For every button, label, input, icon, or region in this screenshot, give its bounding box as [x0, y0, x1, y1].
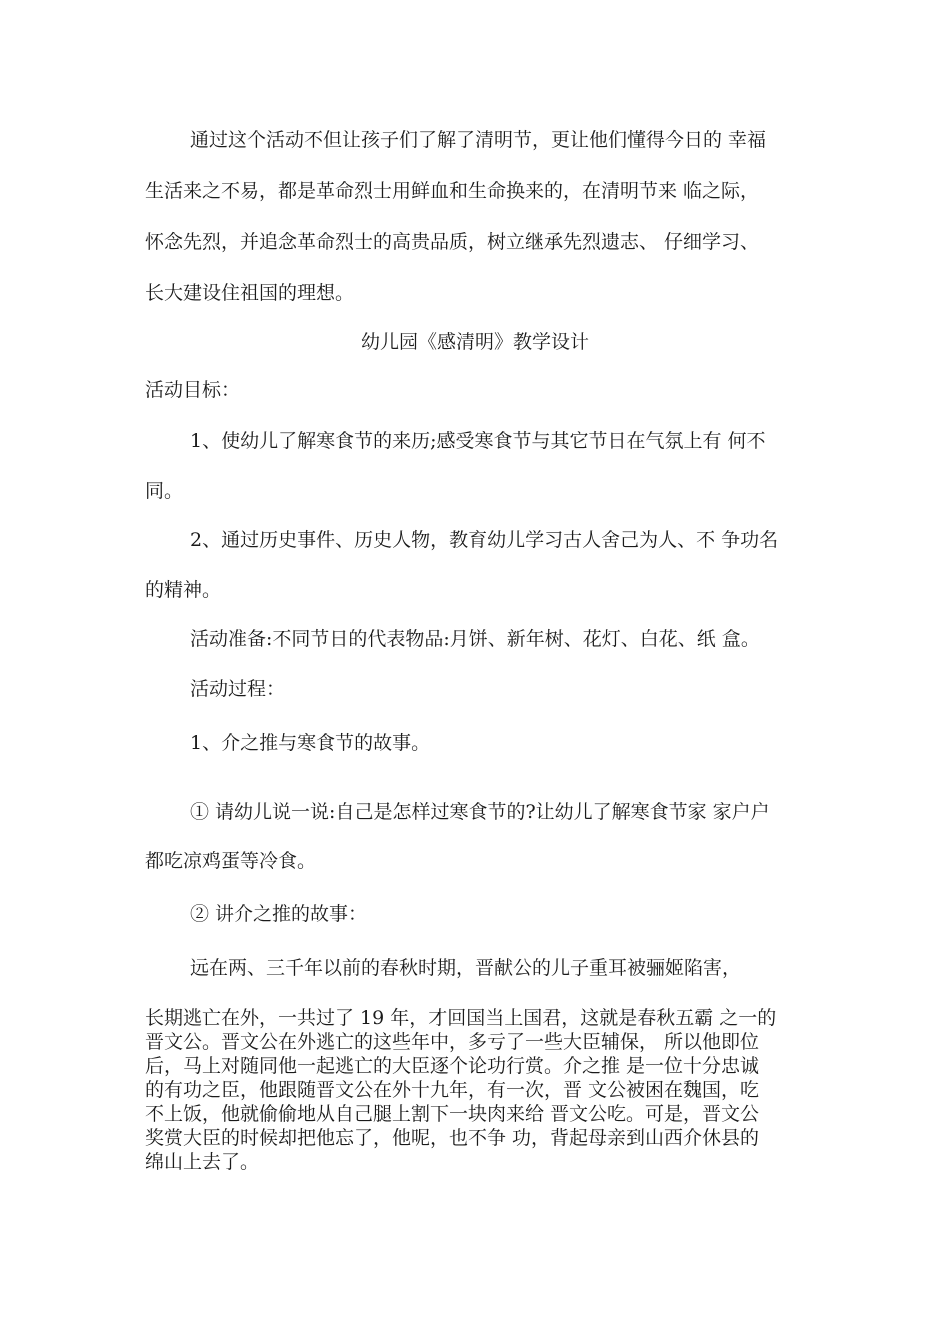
goal1-line1: 1、使幼儿了解寒食节的来历;感受寒食节与其它节日在气氛上有 何不 — [190, 430, 766, 452]
goal2-line1: 2、通过历史事件、历史人物，教育幼儿学习古人舍己为人、不 争功名 — [190, 529, 779, 551]
story-line2: 晋文公。晋文公在外逃亡的这些年中，多亏了一些大臣辅保， 所以他即位 — [145, 1031, 760, 1053]
paragraph1-line1: 通过这个活动不但让孩子们了解了清明节，更让他们懂得今日的 幸福 — [190, 129, 767, 151]
goal2-line2: 的精神。 — [145, 579, 222, 601]
sub1-line1: ① 请幼儿说一说:自己是怎样过寒食节的?让幼儿了解寒食节家 家户户 — [190, 801, 770, 823]
paragraph1-line2: 生活来之不易，都是革命烈士用鲜血和生命换来的，在清明节来 临之际， — [145, 180, 760, 202]
story-line7: 绵山上去了。 — [145, 1151, 260, 1173]
preparation-text: 活动准备:不同节日的代表物品:月饼、新年树、花灯、白花、纸 盒。 — [190, 628, 760, 650]
paragraph1-line3: 怀念先烈，并追念革命烈士的高贵品质，树立继承先烈遗志、 仔细学习、 — [145, 231, 760, 253]
story-line5: 不上饭，他就偷偷地从自己腿上割下一块肉来给 晋文公吃。可是，晋文公 — [145, 1103, 760, 1125]
story-intro: 远在两、三千年以前的春秋时期，晋献公的儿子重耳被骊姬陷害， — [190, 957, 742, 979]
sub1-line2: 都吃凉鸡蛋等冷食。 — [145, 850, 317, 872]
paragraph1-line4: 长大建设住祖国的理想。 — [145, 282, 355, 304]
story-line3: 后，马上对随同他一起逃亡的大臣逐个论功行赏。介之推 是一位十分忠诚 — [145, 1055, 760, 1077]
sub2-text: ② 讲介之推的故事： — [190, 903, 368, 925]
goals-heading: 活动目标： — [145, 379, 241, 401]
story-line1: 长期逃亡在外，一共过了 19 年，才回国当上国君，这就是春秋五霸 之一的 — [145, 1007, 777, 1029]
story-line4: 的有功之臣，他跟随晋文公在外十九年，有一次，晋 文公被困在魏国，吃 — [145, 1079, 760, 1101]
document-title: 幼儿园《感清明》教学设计 — [360, 331, 589, 353]
step1-text: 1、介之推与寒食节的故事。 — [190, 732, 431, 754]
goal1-line2: 同。 — [145, 480, 184, 502]
story-line6: 奖赏大臣的时候却把他忘了，他呢，也不争 功，背起母亲到山西介休县的 — [145, 1127, 760, 1149]
process-heading: 活动过程： — [190, 678, 286, 700]
